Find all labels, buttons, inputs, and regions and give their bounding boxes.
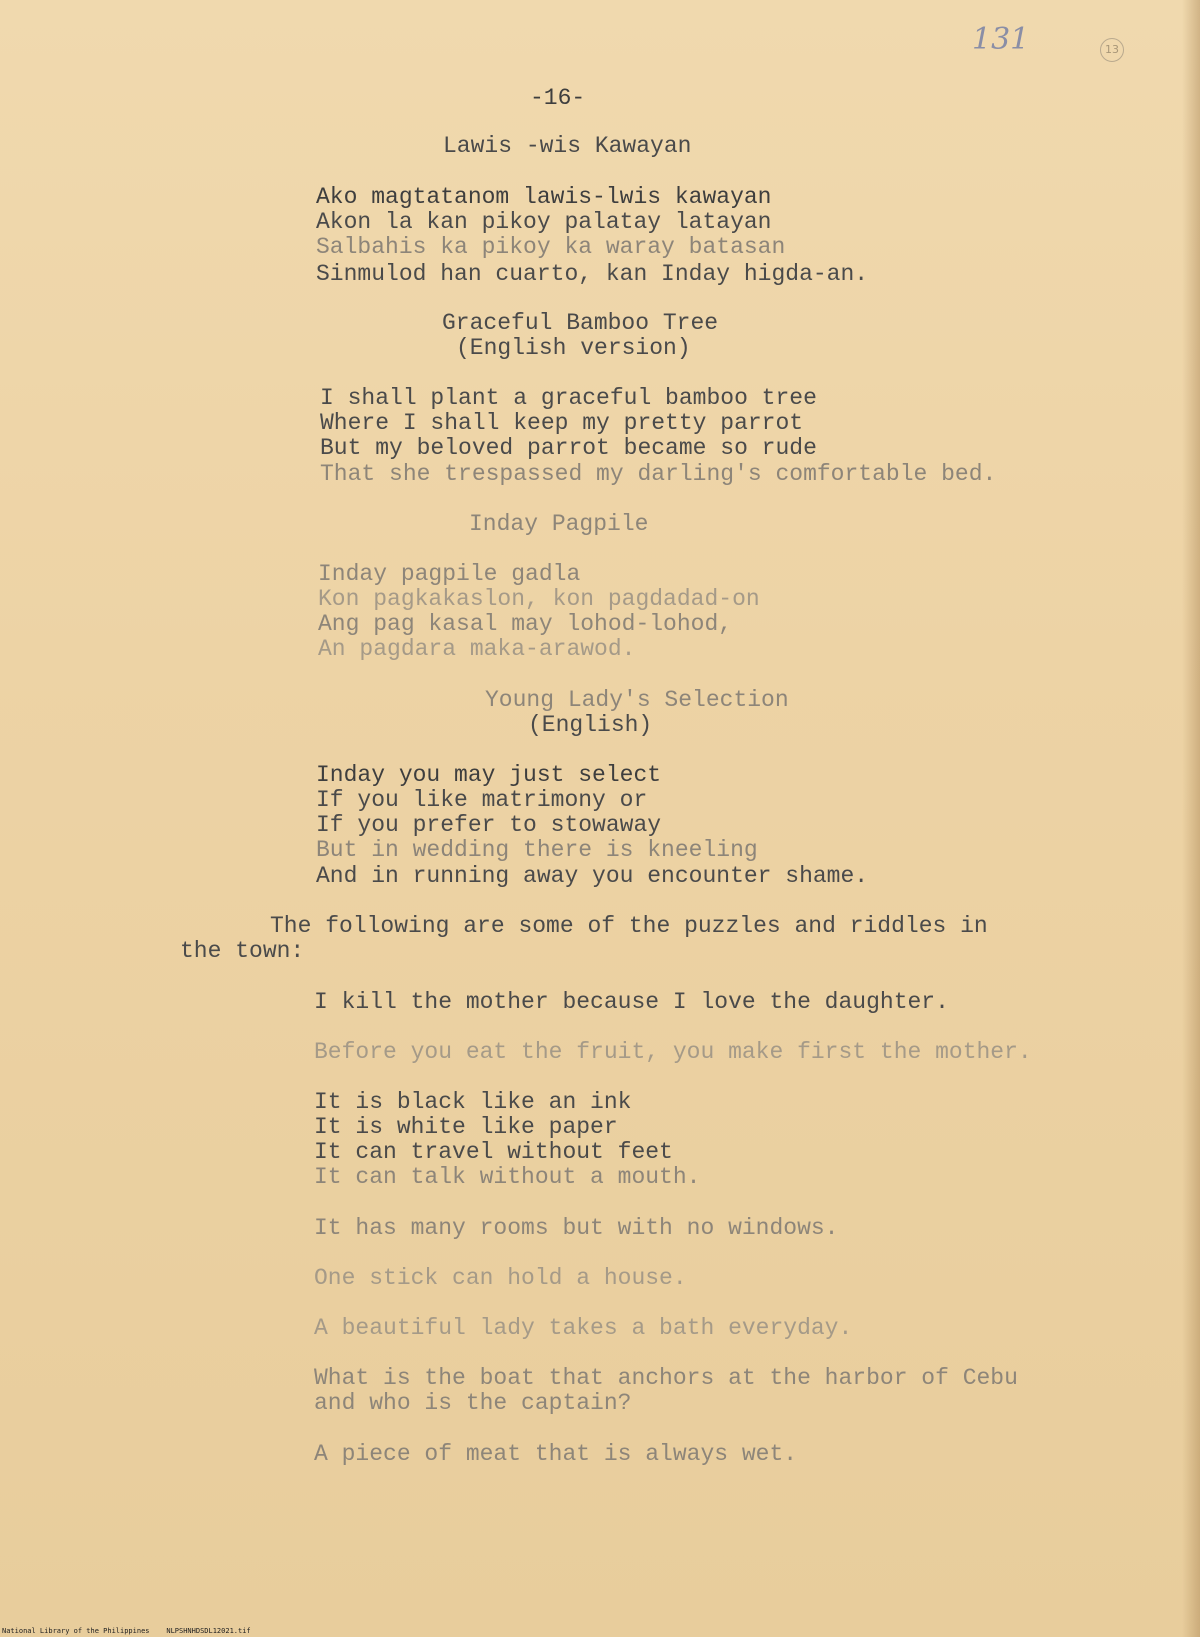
verse-line: If you like matrimony or [316,787,648,813]
section-subtitle: (English version) [456,335,691,361]
intro-text: The following are some of the puzzles and riddles in [270,913,988,939]
verse-line: But my beloved parrot became so rude [320,435,817,461]
riddle-line: It can talk without a mouth. [314,1164,701,1190]
riddle-line: It can travel without feet [314,1139,673,1165]
verse-line: Akon la kan pikoy palatay latayan [316,209,772,235]
page-edge-shadow [1182,0,1200,1637]
section-title: Young Lady's Selection [485,687,789,713]
page-number: -16- [530,85,586,111]
riddle-line: What is the boat that anchors at the harbor of Cebu [314,1365,1018,1391]
riddle-line: A piece of meat that is always wet. [314,1441,798,1467]
section-title: Graceful Bamboo Tree [442,310,719,336]
riddle-line: One stick can hold a house. [314,1265,687,1291]
verse-line: Ang pag kasal may lohod-lohod, [318,611,733,637]
section-title: Inday Pagpile [469,511,649,537]
verse-line: Inday pagpile gadla [318,561,581,587]
verse-line: Ako magtatanom lawis-lwis kawayan [316,184,772,210]
verse-line: And in running away you encounter shame. [316,863,869,889]
riddle-line: It is black like an ink [314,1089,632,1115]
verse-line: I shall plant a graceful bamboo tree [320,385,817,411]
riddle-line: Before you eat the fruit, you make first the mother. [314,1039,1032,1065]
verse-line: That she trespassed my darling's comfortable bed. [320,461,997,487]
riddle-line: and who is the captain? [314,1390,632,1416]
verse-line: Inday you may just select [316,762,662,788]
verse-line: Where I shall keep my pretty parrot [320,410,804,436]
riddle-line: A beautiful lady takes a bath everyday. [314,1315,853,1341]
verse-line: An pagdara maka-arawod. [318,636,636,662]
verse-line: If you prefer to stowaway [316,812,662,838]
verse-line: Salbahis ka pikoy ka waray batasan [316,234,786,260]
verse-line: Sinmulod han cuarto, kan Inday higda-an. [316,261,869,287]
riddle-line: I kill the mother because I love the daughter. [314,989,949,1015]
archive-page-number: 131 [972,22,1030,57]
verse-line: But in wedding there is kneeling [316,837,758,863]
circled-mark: 13 [1100,38,1124,62]
riddle-line: It is white like paper [314,1114,618,1140]
verse-line: Kon pagkakaslon, kon pagdadad-on [318,586,760,612]
section-subtitle: (English) [528,712,653,738]
intro-text: the town: [180,938,305,964]
archive-caption: National Library of the Philippines NLPSHNHDSDL12021.tif [2,1627,251,1635]
section-title: Lawis -wis Kawayan [443,133,692,159]
riddle-line: It has many rooms but with no windows. [314,1215,839,1241]
